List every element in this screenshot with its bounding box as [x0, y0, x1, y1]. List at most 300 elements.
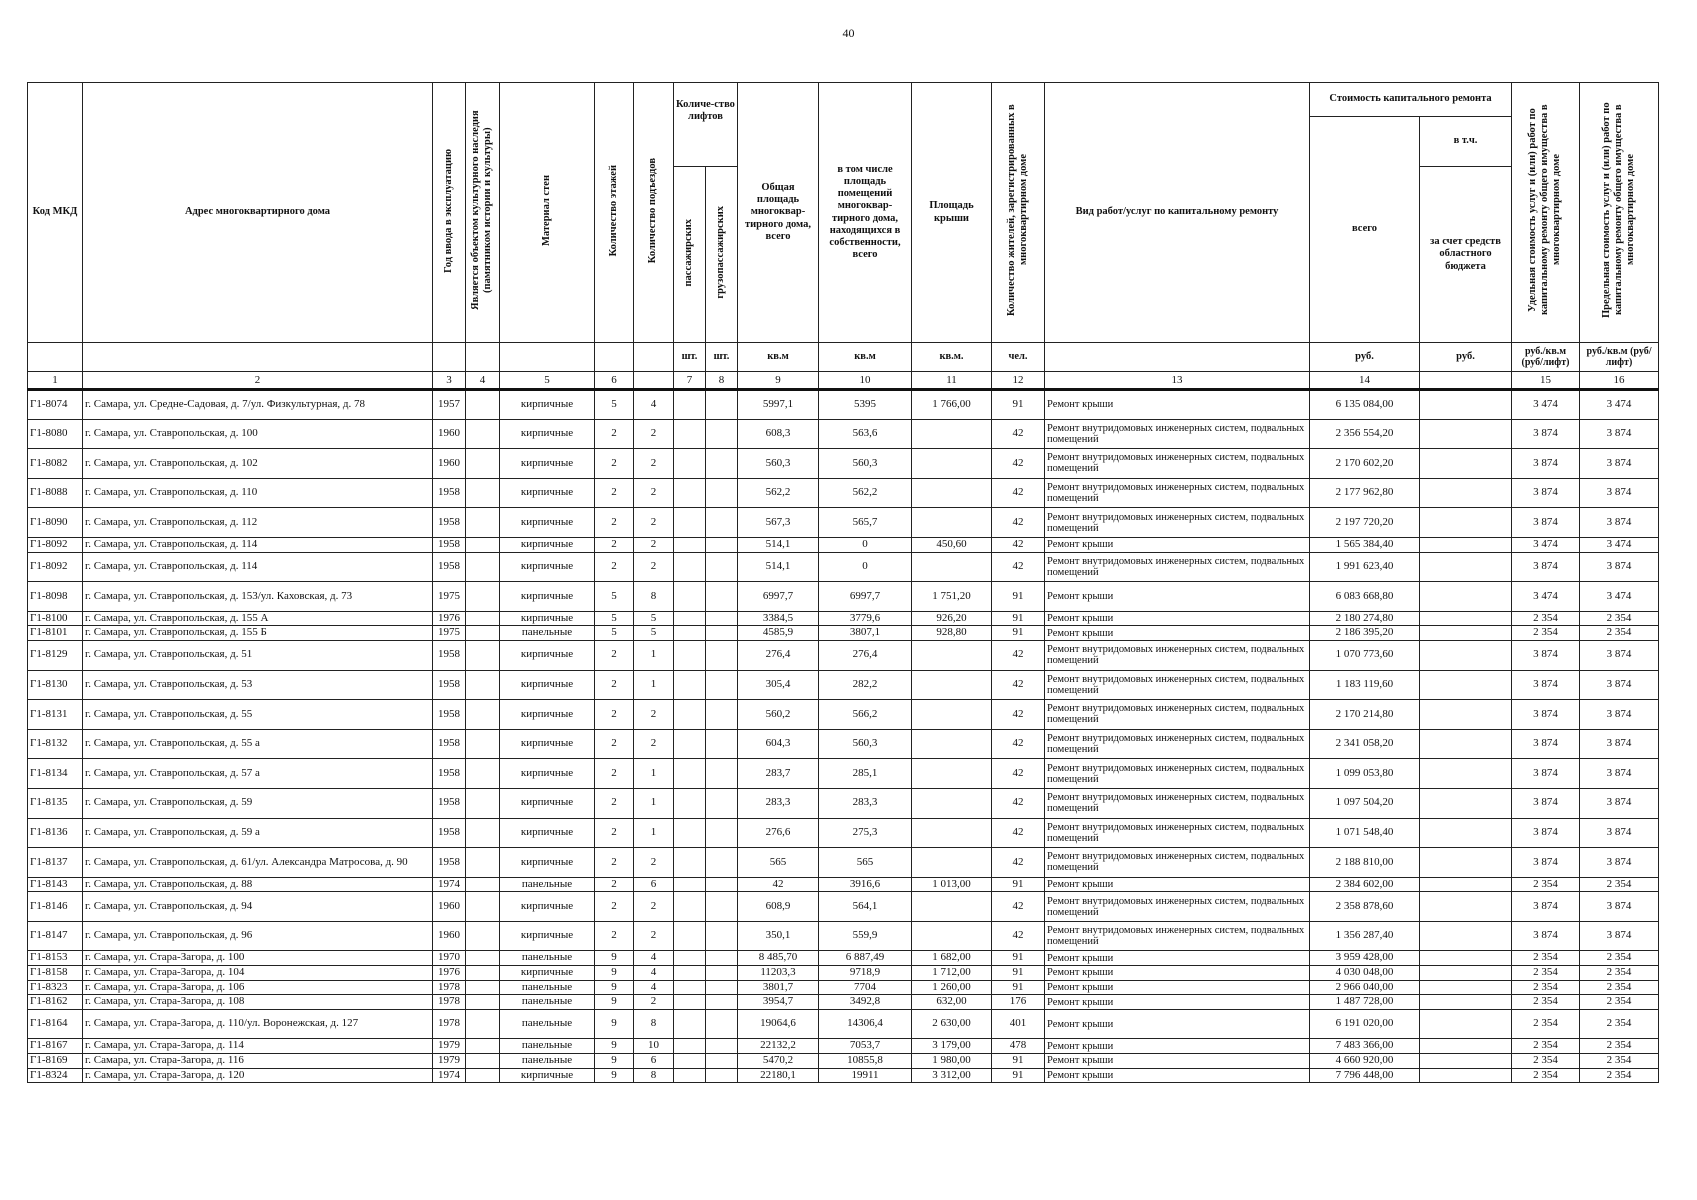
row-year: 1976	[433, 611, 466, 626]
row-entrances: 8	[634, 582, 674, 612]
row-wall: кирпичные	[500, 582, 595, 612]
unit-roof-area: кв.м.	[912, 343, 992, 372]
row-year: 1978	[433, 995, 466, 1010]
row-limit-cost: 3 874	[1580, 552, 1659, 582]
row-area-total: 562,2	[738, 478, 819, 508]
row-roof-area: 3 312,00	[912, 1068, 992, 1083]
row-limit-cost: 3 874	[1580, 759, 1659, 789]
row-floors: 9	[595, 966, 634, 981]
row-roof-area: 450,60	[912, 537, 992, 552]
row-entrances: 8	[634, 1068, 674, 1083]
row-cost-budget	[1420, 552, 1512, 582]
row-residents: 42	[992, 759, 1045, 789]
row-lifts-pass	[674, 390, 706, 420]
row-code: Г1-8132	[28, 729, 83, 759]
row-lifts-pass	[674, 877, 706, 892]
row-lifts-pass	[674, 818, 706, 848]
row-floors: 9	[595, 951, 634, 966]
row-roof-area: 1 260,00	[912, 980, 992, 995]
table-row	[28, 611, 1659, 626]
row-area-total: 283,3	[738, 788, 819, 818]
row-residents: 42	[992, 921, 1045, 951]
colnum-blank-2	[1420, 372, 1512, 390]
row-address: г. Самара, ул. Ставропольская, д. 55 а	[83, 729, 433, 759]
row-lifts-cargo	[706, 537, 738, 552]
colnum-5: 5	[500, 372, 595, 390]
row-year: 1978	[433, 1009, 466, 1039]
row-lifts-pass	[674, 966, 706, 981]
row-lifts-cargo	[706, 390, 738, 420]
row-address: г. Самара, ул. Ставропольская, д. 114	[83, 537, 433, 552]
row-area-total: 283,7	[738, 759, 819, 789]
row-area-owned: 3916,6	[819, 877, 912, 892]
row-work: Ремонт внутридомовых инженерных систем, подвальных помещений	[1045, 508, 1310, 538]
row-heritage	[466, 995, 500, 1010]
row-area-total: 350,1	[738, 921, 819, 951]
row-lifts-cargo	[706, 966, 738, 981]
row-cost-total: 6 191 020,00	[1310, 1009, 1420, 1039]
row-area-total: 3954,7	[738, 995, 819, 1010]
row-lifts-pass	[674, 537, 706, 552]
table-row	[28, 478, 1659, 508]
row-lifts-pass	[674, 921, 706, 951]
row-code: Г1-8101	[28, 626, 83, 641]
row-lifts-pass	[674, 788, 706, 818]
row-residents: 42	[992, 788, 1045, 818]
row-roof-area	[912, 508, 992, 538]
row-limit-cost: 2 354	[1580, 626, 1659, 641]
row-residents: 91	[992, 1068, 1045, 1083]
row-cost-budget	[1420, 980, 1512, 995]
row-area-total: 19064,6	[738, 1009, 819, 1039]
row-address: г. Самара, ул. Стара-Загора, д. 110/ул. Воронежская, д. 127	[83, 1009, 433, 1039]
row-cost-total: 2 197 720,20	[1310, 508, 1420, 538]
row-floors: 2	[595, 921, 634, 951]
row-lifts-pass	[674, 611, 706, 626]
row-work: Ремонт крыши	[1045, 537, 1310, 552]
row-cost-budget	[1420, 1039, 1512, 1054]
row-cost-budget	[1420, 508, 1512, 538]
row-cost-total: 1 991 623,40	[1310, 552, 1420, 582]
colnum-6: 6	[595, 372, 634, 390]
row-area-total: 608,3	[738, 419, 819, 449]
row-code: Г1-8158	[28, 966, 83, 981]
column-numbers-row	[28, 372, 1659, 390]
row-entrances: 2	[634, 478, 674, 508]
row-work: Ремонт крыши	[1045, 390, 1310, 420]
row-unit-cost: 3 874	[1512, 892, 1580, 922]
row-entrances: 2	[634, 995, 674, 1010]
row-wall: кирпичные	[500, 390, 595, 420]
row-roof-area	[912, 892, 992, 922]
row-lifts-pass	[674, 1068, 706, 1083]
unit-residents: чел.	[992, 343, 1045, 372]
row-area-total: 276,6	[738, 818, 819, 848]
row-cost-budget	[1420, 419, 1512, 449]
row-entrances: 8	[634, 1009, 674, 1039]
row-area-total: 514,1	[738, 537, 819, 552]
row-address: г. Самара, ул. Стара-Загора, д. 104	[83, 966, 433, 981]
row-floors: 2	[595, 759, 634, 789]
row-year: 1976	[433, 966, 466, 981]
row-cost-total: 2 177 962,80	[1310, 478, 1420, 508]
table-row	[28, 419, 1659, 449]
row-heritage	[466, 951, 500, 966]
unit-area-owned: кв.м	[819, 343, 912, 372]
row-area-owned: 560,3	[819, 449, 912, 479]
row-wall: панельные	[500, 1009, 595, 1039]
unit-lifts-cargo: шт.	[706, 343, 738, 372]
row-year: 1958	[433, 729, 466, 759]
row-entrances: 2	[634, 892, 674, 922]
row-work: Ремонт внутридомовых инженерных систем, подвальных помещений	[1045, 449, 1310, 479]
row-limit-cost: 2 354	[1580, 1054, 1659, 1069]
row-lifts-cargo	[706, 848, 738, 878]
row-code: Г1-8090	[28, 508, 83, 538]
row-cost-total: 1 183 119,60	[1310, 670, 1420, 700]
row-residents: 42	[992, 508, 1045, 538]
row-entrances: 5	[634, 611, 674, 626]
row-lifts-pass	[674, 995, 706, 1010]
row-address: г. Самара, ул. Ставропольская, д. 59	[83, 788, 433, 818]
row-limit-cost: 2 354	[1580, 1068, 1659, 1083]
header-area-total: Общая площадь многоквар-тирного дома, всего	[738, 83, 819, 343]
table-row	[28, 390, 1659, 420]
row-address: г. Самара, ул. Ставропольская, д. 155 Б	[83, 626, 433, 641]
header-unit-cost-label: Удельная стоимость услуг и (или) работ по капитальному ремонту общего имущества в многоквартирном доме	[1527, 105, 1563, 316]
row-lifts-cargo	[706, 449, 738, 479]
row-limit-cost: 3 874	[1580, 848, 1659, 878]
header-year	[433, 83, 466, 343]
row-residents: 401	[992, 1009, 1045, 1039]
row-wall: кирпичные	[500, 1068, 595, 1083]
row-residents: 42	[992, 640, 1045, 670]
row-lifts-cargo	[706, 582, 738, 612]
row-work: Ремонт внутридомовых инженерных систем, подвальных помещений	[1045, 700, 1310, 730]
row-residents: 42	[992, 700, 1045, 730]
row-work: Ремонт внутридомовых инженерных систем, подвальных помещений	[1045, 729, 1310, 759]
table-row	[28, 700, 1659, 730]
row-address: г. Самара, ул. Ставропольская, д. 100	[83, 419, 433, 449]
row-area-total: 604,3	[738, 729, 819, 759]
row-limit-cost: 3 874	[1580, 788, 1659, 818]
row-address: г. Самара, ул. Средне-Садовая, д. 7/ул. Физкультурная, д. 78	[83, 390, 433, 420]
row-lifts-pass	[674, 508, 706, 538]
table-row	[28, 995, 1659, 1010]
row-area-owned: 7704	[819, 980, 912, 995]
row-residents: 42	[992, 818, 1045, 848]
row-address: г. Самара, ул. Ставропольская, д. 53	[83, 670, 433, 700]
table-row	[28, 980, 1659, 995]
row-address: г. Самара, ул. Ставропольская, д. 153/ул. Каховская, д. 73	[83, 582, 433, 612]
row-area-owned: 0	[819, 537, 912, 552]
header-cost-budget: за счет средств областного бюджета	[1420, 167, 1512, 343]
row-area-owned: 560,3	[819, 729, 912, 759]
row-residents: 42	[992, 537, 1045, 552]
row-roof-area	[912, 700, 992, 730]
row-address: г. Самара, ул. Ставропольская, д. 61/ул. Александра Матросова, д. 90	[83, 848, 433, 878]
header-cost-group: Стоимость капитального ремонта	[1310, 83, 1512, 117]
row-work: Ремонт внутридомовых инженерных систем, подвальных помещений	[1045, 478, 1310, 508]
row-limit-cost: 3 874	[1580, 508, 1659, 538]
row-year: 1958	[433, 700, 466, 730]
row-heritage	[466, 1039, 500, 1054]
row-heritage	[466, 611, 500, 626]
colnum-10: 10	[819, 372, 912, 390]
row-year: 1960	[433, 449, 466, 479]
row-cost-total: 2 341 058,20	[1310, 729, 1420, 759]
row-wall: панельные	[500, 980, 595, 995]
row-work: Ремонт крыши	[1045, 966, 1310, 981]
header-entrances	[634, 83, 674, 343]
table-row	[28, 818, 1659, 848]
row-area-total: 42	[738, 877, 819, 892]
row-cost-total: 2 358 878,60	[1310, 892, 1420, 922]
row-work: Ремонт крыши	[1045, 995, 1310, 1010]
row-lifts-pass	[674, 419, 706, 449]
table-row	[28, 1009, 1659, 1039]
row-unit-cost: 2 354	[1512, 1039, 1580, 1054]
row-floors: 2	[595, 419, 634, 449]
row-year: 1970	[433, 951, 466, 966]
row-work: Ремонт внутридомовых инженерных систем, подвальных помещений	[1045, 921, 1310, 951]
row-cost-total: 2 188 810,00	[1310, 848, 1420, 878]
row-floors: 2	[595, 877, 634, 892]
row-lifts-cargo	[706, 892, 738, 922]
header-code: Код МКД	[28, 83, 83, 343]
row-heritage	[466, 848, 500, 878]
row-floors: 5	[595, 582, 634, 612]
row-floors: 9	[595, 1054, 634, 1069]
row-work: Ремонт внутридомовых инженерных систем, подвальных помещений	[1045, 552, 1310, 582]
row-limit-cost: 3 874	[1580, 449, 1659, 479]
header-lifts: Количе-ство лифтов	[674, 83, 738, 167]
header-floors	[595, 83, 634, 343]
row-roof-area: 1 766,00	[912, 390, 992, 420]
row-work: Ремонт крыши	[1045, 582, 1310, 612]
unit-area-total: кв.м	[738, 343, 819, 372]
row-residents: 42	[992, 892, 1045, 922]
row-lifts-cargo	[706, 759, 738, 789]
row-floors: 2	[595, 848, 634, 878]
row-area-total: 11203,3	[738, 966, 819, 981]
row-cost-total: 7 483 366,00	[1310, 1039, 1420, 1054]
row-area-total: 8 485,70	[738, 951, 819, 966]
row-year: 1958	[433, 788, 466, 818]
row-entrances: 2	[634, 848, 674, 878]
row-area-total: 305,4	[738, 670, 819, 700]
row-area-owned: 5395	[819, 390, 912, 420]
colnum-8: 8	[706, 372, 738, 390]
row-heritage	[466, 966, 500, 981]
row-floors: 9	[595, 1009, 634, 1039]
row-entrances: 2	[634, 729, 674, 759]
row-lifts-pass	[674, 729, 706, 759]
row-residents: 91	[992, 1054, 1045, 1069]
row-year: 1958	[433, 759, 466, 789]
row-entrances: 1	[634, 788, 674, 818]
row-code: Г1-8137	[28, 848, 83, 878]
row-lifts-cargo	[706, 788, 738, 818]
header-heritage-label: Является объектом культурного наследия (памятником истории и культуры)	[470, 110, 494, 311]
row-cost-total: 1 565 384,40	[1310, 537, 1420, 552]
row-unit-cost: 2 354	[1512, 1054, 1580, 1069]
row-residents: 91	[992, 966, 1045, 981]
row-wall: кирпичные	[500, 640, 595, 670]
row-entrances: 4	[634, 980, 674, 995]
row-roof-area: 1 751,20	[912, 582, 992, 612]
table-row	[28, 848, 1659, 878]
header-roof-area: Площадь крыши	[912, 83, 992, 343]
row-lifts-cargo	[706, 478, 738, 508]
row-unit-cost: 3 874	[1512, 670, 1580, 700]
row-floors: 2	[595, 892, 634, 922]
row-area-total: 3384,5	[738, 611, 819, 626]
row-cost-total: 2 356 554,20	[1310, 419, 1420, 449]
row-heritage	[466, 729, 500, 759]
table-body	[28, 390, 1659, 1083]
row-cost-budget	[1420, 729, 1512, 759]
row-heritage	[466, 449, 500, 479]
row-area-owned: 276,4	[819, 640, 912, 670]
row-heritage	[466, 980, 500, 995]
row-floors: 9	[595, 995, 634, 1010]
row-lifts-cargo	[706, 1068, 738, 1083]
row-entrances: 10	[634, 1039, 674, 1054]
row-lifts-cargo	[706, 640, 738, 670]
row-floors: 2	[595, 552, 634, 582]
row-code: Г1-8098	[28, 582, 83, 612]
row-floors: 2	[595, 729, 634, 759]
row-limit-cost: 3 874	[1580, 700, 1659, 730]
row-area-owned: 6 887,49	[819, 951, 912, 966]
row-heritage	[466, 892, 500, 922]
row-wall: кирпичные	[500, 921, 595, 951]
row-residents: 42	[992, 478, 1045, 508]
row-address: г. Самара, ул. Ставропольская, д. 96	[83, 921, 433, 951]
row-entrances: 1	[634, 759, 674, 789]
row-roof-area	[912, 818, 992, 848]
row-code: Г1-8130	[28, 670, 83, 700]
row-address: г. Самара, ул. Стара-Загора, д. 114	[83, 1039, 433, 1054]
row-code: Г1-8162	[28, 995, 83, 1010]
table-row	[28, 966, 1659, 981]
table-row	[28, 626, 1659, 641]
colnum-7: 7	[674, 372, 706, 390]
row-limit-cost: 3 474	[1580, 537, 1659, 552]
row-cost-total: 2 384 602,00	[1310, 877, 1420, 892]
row-entrances: 6	[634, 1054, 674, 1069]
row-lifts-pass	[674, 700, 706, 730]
header-wall	[500, 83, 595, 343]
row-area-owned: 564,1	[819, 892, 912, 922]
row-lifts-pass	[674, 582, 706, 612]
row-area-total: 565	[738, 848, 819, 878]
row-wall: кирпичные	[500, 478, 595, 508]
row-cost-total: 4 030 048,00	[1310, 966, 1420, 981]
row-year: 1958	[433, 478, 466, 508]
row-code: Г1-8134	[28, 759, 83, 789]
row-unit-cost: 3 474	[1512, 537, 1580, 552]
row-residents: 42	[992, 449, 1045, 479]
row-wall: кирпичные	[500, 552, 595, 582]
row-wall: панельные	[500, 877, 595, 892]
row-wall: кирпичные	[500, 700, 595, 730]
row-area-owned: 285,1	[819, 759, 912, 789]
row-year: 1975	[433, 626, 466, 641]
row-area-total: 22180,1	[738, 1068, 819, 1083]
row-unit-cost: 2 354	[1512, 966, 1580, 981]
row-roof-area	[912, 552, 992, 582]
header-cost-total: всего	[1310, 117, 1420, 343]
row-heritage	[466, 1054, 500, 1069]
row-lifts-cargo	[706, 921, 738, 951]
row-roof-area	[912, 449, 992, 479]
table-row	[28, 877, 1659, 892]
row-cost-budget	[1420, 892, 1512, 922]
row-unit-cost: 3 874	[1512, 848, 1580, 878]
row-roof-area: 1 980,00	[912, 1054, 992, 1069]
row-address: г. Самара, ул. Ставропольская, д. 110	[83, 478, 433, 508]
row-residents: 42	[992, 848, 1045, 878]
row-year: 1960	[433, 892, 466, 922]
row-area-owned: 3807,1	[819, 626, 912, 641]
row-entrances: 4	[634, 390, 674, 420]
header-lifts-pass-label: пассажирских	[683, 218, 695, 287]
header-work: Вид работ/услуг по капитальному ремонту	[1045, 83, 1310, 343]
row-floors: 2	[595, 818, 634, 848]
row-work: Ремонт внутридомовых инженерных систем, подвальных помещений	[1045, 640, 1310, 670]
row-unit-cost: 3 474	[1512, 582, 1580, 612]
colnum-3: 3	[433, 372, 466, 390]
row-work: Ремонт внутридомовых инженерных систем, подвальных помещений	[1045, 818, 1310, 848]
row-address: г. Самара, ул. Стара-Загора, д. 108	[83, 995, 433, 1010]
row-cost-budget	[1420, 640, 1512, 670]
row-unit-cost: 3 874	[1512, 818, 1580, 848]
row-entrances: 2	[634, 921, 674, 951]
row-cost-budget	[1420, 966, 1512, 981]
row-wall: кирпичные	[500, 759, 595, 789]
row-heritage	[466, 626, 500, 641]
row-limit-cost: 3 874	[1580, 818, 1659, 848]
row-year: 1958	[433, 552, 466, 582]
row-roof-area	[912, 848, 992, 878]
row-cost-budget	[1420, 700, 1512, 730]
row-heritage	[466, 700, 500, 730]
row-lifts-cargo	[706, 877, 738, 892]
row-year: 1958	[433, 508, 466, 538]
row-unit-cost: 3 874	[1512, 419, 1580, 449]
row-heritage	[466, 478, 500, 508]
row-floors: 5	[595, 390, 634, 420]
row-roof-area: 2 630,00	[912, 1009, 992, 1039]
unit-cost-total: руб.	[1310, 343, 1420, 372]
colnum-9: 9	[738, 372, 819, 390]
row-floors: 2	[595, 508, 634, 538]
row-area-owned: 9718,9	[819, 966, 912, 981]
row-unit-cost: 3 474	[1512, 390, 1580, 420]
row-code: Г1-8324	[28, 1068, 83, 1083]
row-cost-budget	[1420, 582, 1512, 612]
row-limit-cost: 2 354	[1580, 995, 1659, 1010]
row-unit-cost: 2 354	[1512, 980, 1580, 995]
row-floors: 9	[595, 980, 634, 995]
row-roof-area: 1 712,00	[912, 966, 992, 981]
row-unit-cost: 3 874	[1512, 759, 1580, 789]
row-residents: 42	[992, 729, 1045, 759]
table-row	[28, 449, 1659, 479]
capital-repair-table	[27, 82, 1659, 1083]
